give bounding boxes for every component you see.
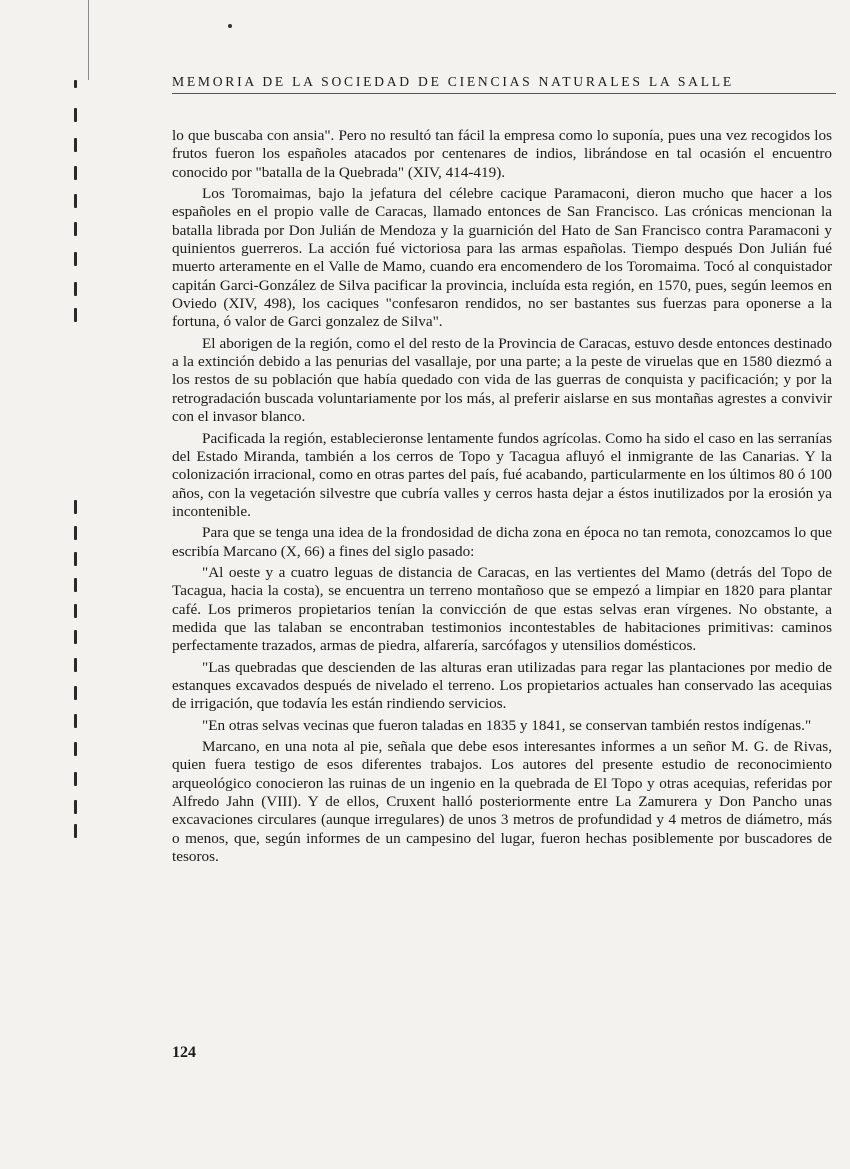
paragraph-6: Marcano, en una nota al pie, señala que debe esos interesantes informes a un señor M. G. de Rivas, quien fuera testigo de esos diferentes trabajos. Los autores del presente estudio de reconocimiento arqueológico conocieron las ruinas de un ingenio en la quebrada de El Topo y otras acequias, referidas por Alfredo Jahn (VIII). Y de ellos, Cruxent halló posteriormente entre La Zamurera y Don Pancho unas excavaciones circulares (aunque irregulares) de unos 3 metros de profundidad y 4 metros de diámetro, más o menos, que, según informes de un campesino del lugar, fueron hechas posiblemente por buscadores de tesoros. <box>172 738 832 866</box>
running-header <box>172 74 836 94</box>
paragraph-3: El aborigen de la región, como el del resto de la Provincia de Caracas, estuvo desde entonces destinado a la extinción debido a las penurias del vasallaje, por una parte; a la peste de viruelas que en 1580 diezmó a los restos de su población que había quedado con vida de las guerras de conquista y pacificación; y por la retrogradación buscada voluntariamente por los más, al preferir aislarse en sus montañas agrestes a convivir con el invasor blanco. <box>172 334 832 426</box>
running-title: MEMORIA DE LA SOCIEDAD DE CIENCIAS NATURALES LA SALLE <box>172 74 734 89</box>
scan-speck <box>228 24 232 28</box>
quote-paragraph-3: "En otras selvas vecinas que fueron taladas en 1835 y 1841, se conservan también restos indígenas." <box>202 716 812 734</box>
page-number: 124 <box>172 1044 196 1061</box>
body-text <box>172 127 832 869</box>
quote-paragraph-2: "Las quebradas que descienden de las alturas eran utilizadas para regar las plantaciones por medio de estanques excavados después de nivelado el terreno. Los propietarios actuales han conservado las acequias de irrigación, que todavía les están rindiendo servicios. <box>172 658 832 713</box>
paragraph-2: Los Toromaimas, bajo la jefatura del célebre cacique Paramaconi, dieron mucho que hacer a los españoles en el propio valle de Caracas, llamado entonces de San Francisco. Las crónicas mencionan la batalla librada por Don Julián de Mendoza y la guarnición del Hato de San Francisco contra Paramaconi y quinientos guerreros. La acción fué victoriosa para las armas españolas. Tiempo después Don Julián fué muerto arteramente en el Valle de Mamo, cuando era encomendero de los Toromaima. Tocó al conquistador capitán Garci-González de Silva pacificar la provincia, incluída esta región, en 1570, pues, según leemos en Oviedo (XIV, 498), los caciques "confesaron rendidos, no ser bastantes sus fuerzas para oponerse a la fortuna, ó valor de Garci gonzalez de Silva". <box>172 185 832 331</box>
paragraph-5: Para que se tenga una idea de la frondosidad de dicha zona en época no tan remota, conozcamos lo que escribía Marcano (X, 66) a fines del siglo pasado: <box>172 524 832 560</box>
quote-paragraph-1: "Al oeste y a cuatro leguas de distancia de Caracas, en las vertientes del Mamo (detrás del Topo de Tacagua, hacia la costa), se encuentra un terreno montañoso que se empezó a limpiar en 1820 para plantar café. Los primeros propietarios tenían la convicción de que estas selvas eran vírgenes. No obstante, a medida que las talaban se encontraban testimonios incontestables de habitaciones primitivas: caminos perfectamente trazados, armas de piedra, alfarería, sarcófagos y utensilios domésticos. <box>172 563 832 655</box>
binding-holes <box>70 80 84 840</box>
page-edge-line <box>88 0 89 80</box>
paragraph-4: Pacificada la región, establecieronse lentamente fundos agrícolas. Como ha sido el caso en las serranías del Estado Miranda, también a los cerros de Topo y Tacagua afluyó el inmigrante de las Canarias. Y la colonización irracional, como en otras partes del país, fué acabando, particularmente en los últimos 80 ó 100 años, con la vegetación silvestre que cubría valles y cerros hasta dejar a éstos inutilizados por la erosión ya incontenible. <box>172 429 833 520</box>
paragraph-1: lo que buscaba con ansia". Pero no resultó tan fácil la empresa como lo suponía, pues una vez recogidos los frutos fueron los españoles atacados por centenares de indios, librándose en tal ocasión el encuentro conocido por "batalla de la Quebrada" (XIV, 414-419). <box>172 127 832 181</box>
